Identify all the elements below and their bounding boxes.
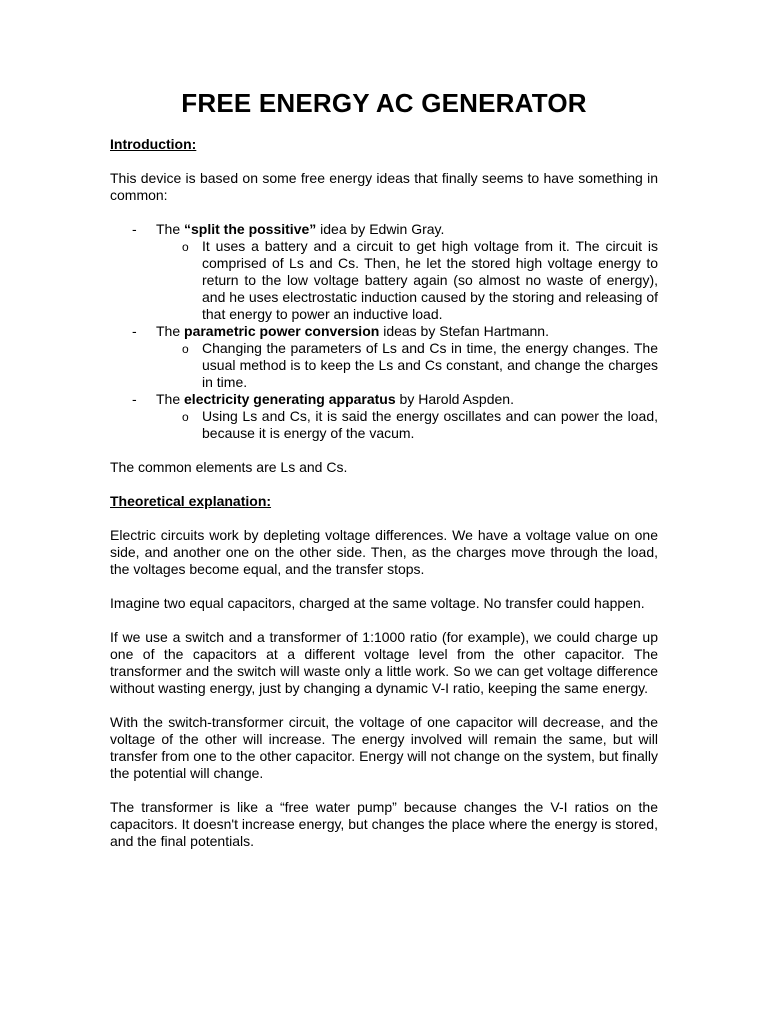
- theory-paragraph: Imagine two equal capacitors, charged at the same voltage. No transfer could happen.: [110, 595, 645, 611]
- sub-item-text: It uses a battery and a circuit to get high voltage from it. The circuit is comprised of Ls and Cs. Then, he let the stored high voltage energy to return to the low voltage battery again (so almost no waste of energy), and he uses electrostatic induction caused by the storing and releasing of that energy to power an inductive load.: [202, 238, 658, 322]
- dash-marker: -: [132, 391, 137, 407]
- dash-marker: -: [132, 221, 137, 237]
- list-item-suffix: idea by Edwin Gray.: [316, 221, 445, 237]
- theory-paragraph: If we use a switch and a transformer of 1:1000 ratio (for example), we could charge up one of the capacitors at a different voltage level from the other capacitor. The transformer and the switch will waste only a little work. So we can get voltage difference without wasting energy, just by changing a dynamic V-I ratio, keeping the same energy.: [110, 629, 658, 696]
- introduction-heading: Introduction:: [110, 136, 197, 152]
- list-item-prefix: The: [156, 323, 185, 339]
- document-title: FREE ENERGY AC GENERATOR: [181, 88, 587, 118]
- sub-item-text: Using Ls and Cs, it is said the energy oscillates and can power the load, because it is energy of the vacum.: [202, 408, 658, 441]
- theory-paragraph: The transformer is like a “free water pump” because changes the V-I ratios on the capacitors. It doesn't increase energy, but changes the place where the energy is stored, and the final potentials.: [110, 799, 658, 849]
- list-item-hartmann: [110, 323, 658, 340]
- circle-bullet-icon: o: [182, 410, 189, 424]
- theory-paragraph: Electric circuits work by depleting voltage differences. We have a voltage value on one side, and another one on the other side. Then, as the charges move through the load, the voltages become equal, and the transfer stops.: [110, 527, 658, 577]
- list-item-aspden: [110, 391, 658, 408]
- introduction-paragraph: This device is based on some free energy ideas that finally seems to have something in common:: [110, 170, 658, 203]
- circle-bullet-icon: o: [182, 342, 189, 356]
- list-item-gray: [110, 221, 658, 238]
- sub-item-hartmann: [110, 340, 658, 391]
- list-item-bold: parametric power conversion: [184, 323, 380, 339]
- list-item-prefix: The: [156, 391, 185, 407]
- sub-item-gray: [110, 238, 658, 323]
- theory-paragraph: With the switch-transformer circuit, the voltage of one capacitor will decrease, and the voltage of the other will increase. The energy involved will remain the same, but will transfer from one to the other capacitor. Energy will not change on the system, but finally the potential will change.: [110, 714, 658, 781]
- list-item-prefix: The: [156, 221, 185, 237]
- circle-bullet-icon: o: [182, 240, 189, 254]
- dash-marker: -: [132, 323, 137, 339]
- introduction-closing: The common elements are Ls and Cs.: [110, 459, 348, 475]
- list-item-suffix: ideas by Stefan Hartmann.: [379, 323, 549, 339]
- list-item-bold: “split the possitive”: [184, 221, 317, 237]
- list-item-suffix: by Harold Aspden.: [395, 391, 514, 407]
- list-item-bold: electricity generating apparatus: [184, 391, 396, 407]
- theory-heading: Theoretical explanation:: [110, 493, 272, 509]
- sub-item-text: Changing the parameters of Ls and Cs in time, the energy changes. The usual method is to keep the Ls and Cs constant, and change the charges in time.: [202, 340, 658, 390]
- document-body: [110, 136, 658, 850]
- sub-item-aspden: [110, 408, 658, 442]
